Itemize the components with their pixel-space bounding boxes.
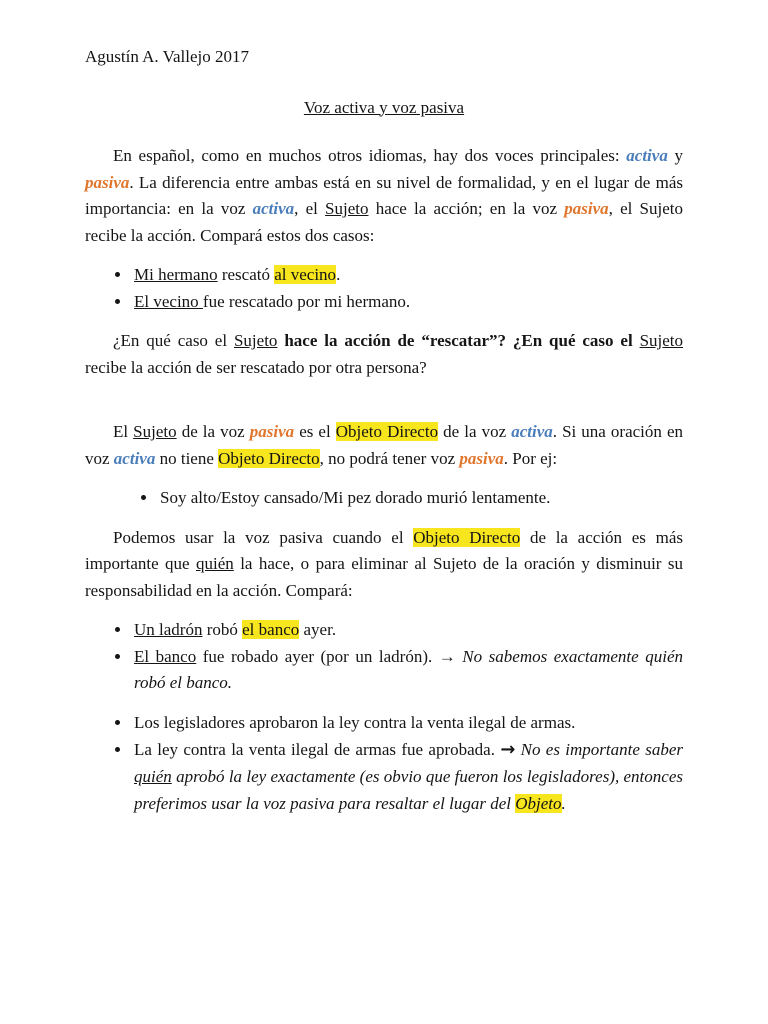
text-run-i: . [561, 793, 566, 813]
text-run-orange: pasiva [85, 172, 130, 192]
text-run: de la acción es más importante que [85, 527, 684, 574]
bullet-item [132, 644, 683, 697]
text-run: fue rescatado por mi hermano. [202, 291, 411, 311]
bullet-item [158, 485, 683, 512]
text-run: Los legisladores aprobaron la ley contra la venta ilegal de armas. [134, 712, 576, 732]
bank-example-list [85, 617, 683, 697]
text-run-orange: pasiva [459, 448, 504, 468]
text-run: , el Sujeto recibe la acción. Compará estos dos casos: [85, 199, 683, 245]
text-run: El [113, 422, 134, 442]
text-run-u: Mi hermano [134, 265, 218, 285]
text-run: ¿En qué caso el [113, 331, 234, 351]
text-run-blue: activa [626, 146, 668, 166]
direct-object-paragraph [85, 419, 683, 472]
text-run-u: El vecino [134, 291, 203, 311]
text-run: es el [294, 422, 336, 442]
text-run: y [667, 146, 683, 166]
text-run: rescató [217, 265, 275, 285]
document-body [85, 143, 683, 817]
text-run: , no podrá tener voz [319, 448, 460, 468]
text-run-orange: pasiva [564, 199, 609, 219]
text-run-hl: Objeto Directo [335, 422, 439, 442]
text-run-i: aprobó la ley exactamente (es obvio que fueron los legisladores), entonces preferimos usar la voz pasiva para resaltar el lugar del [134, 767, 683, 813]
text-run-hl: Objeto Directo [413, 527, 521, 547]
text-run-hl: Objeto Directo [218, 448, 320, 468]
text-run: hace la acción; en la voz [368, 199, 565, 219]
text-run-i: No sabemos exactamente quién robó el banco. [134, 646, 683, 693]
author-line: Agustín A. Vallejo 2017 [85, 47, 250, 66]
text-run-i: No es importante saber [520, 740, 684, 760]
text-run: la hace, o para eliminar al Sujeto de la oración y disminuir su responsabilidad en la acción. Compará: [85, 554, 683, 600]
text-run-u: quién [196, 554, 234, 574]
text-run: La ley contra la venta ilegal de armas fue aprobada. [134, 740, 501, 760]
intro-paragraph [85, 143, 683, 249]
text-run-i: → [438, 646, 463, 666]
text-run-u: El banco [134, 646, 197, 666]
text-run: . Por ej: [503, 448, 558, 468]
question-paragraph [85, 328, 683, 381]
text-run: no tiene [155, 448, 219, 468]
text-run-hl: al vecino [274, 265, 337, 285]
law-example-list [85, 710, 683, 817]
text-run-u: Sujeto [639, 331, 684, 351]
text-run-u: Sujeto [233, 331, 278, 351]
text-run-u: Sujeto [325, 199, 369, 219]
text-run-hl: el banco [242, 620, 300, 640]
text-run-blue: activa [113, 448, 156, 468]
text-run: recibe la acción de ser rescatado por otra persona? [85, 357, 427, 377]
text-run: Podemos usar la voz pasiva cuando el [113, 527, 414, 547]
text-run: En español, como en muchos otros idiomas, hay dos voces principales: [113, 146, 627, 166]
text-run-i-u: quién [134, 767, 172, 787]
text-run: . Si una oración en voz [85, 422, 684, 468]
bullet-item [132, 617, 683, 644]
bullet-item [132, 289, 683, 316]
bullet-item [132, 736, 683, 817]
text-run-i-hl: Objeto [515, 793, 562, 813]
bullet-item [132, 710, 683, 737]
usage-paragraph [85, 525, 683, 605]
text-run-blue: activa [252, 199, 295, 219]
text-run: . [336, 265, 341, 285]
text-run-b: hace la acción de “rescatar”? ¿En qué caso el [284, 331, 640, 351]
text-run: Soy alto/Estoy cansado/Mi pez dorado murió lentamente. [160, 488, 551, 508]
text-run: , el [294, 199, 326, 219]
text-run: de la voz [438, 422, 512, 442]
document-title: Voz activa y voz pasiva [303, 97, 465, 117]
rescue-example-list [85, 262, 683, 315]
text-run: . La diferencia entre ambas está en su nivel de formalidad, y en el lugar de más importancia: en la voz [85, 172, 683, 219]
text-run-u: Un ladrón [134, 620, 203, 640]
text-run-orange: pasiva [249, 422, 295, 442]
no-direct-object-example-list [85, 485, 683, 512]
bullet-item [132, 262, 683, 289]
text-run-barrow: → [500, 739, 516, 761]
text-run: fue robado ayer (por un ladrón). [196, 646, 439, 666]
text-run-blue: activa [511, 422, 553, 442]
text-run: robó [202, 620, 243, 640]
text-run: ayer. [299, 620, 337, 640]
text-run: de la voz [176, 422, 250, 442]
text-run-u: Sujeto [133, 422, 177, 442]
